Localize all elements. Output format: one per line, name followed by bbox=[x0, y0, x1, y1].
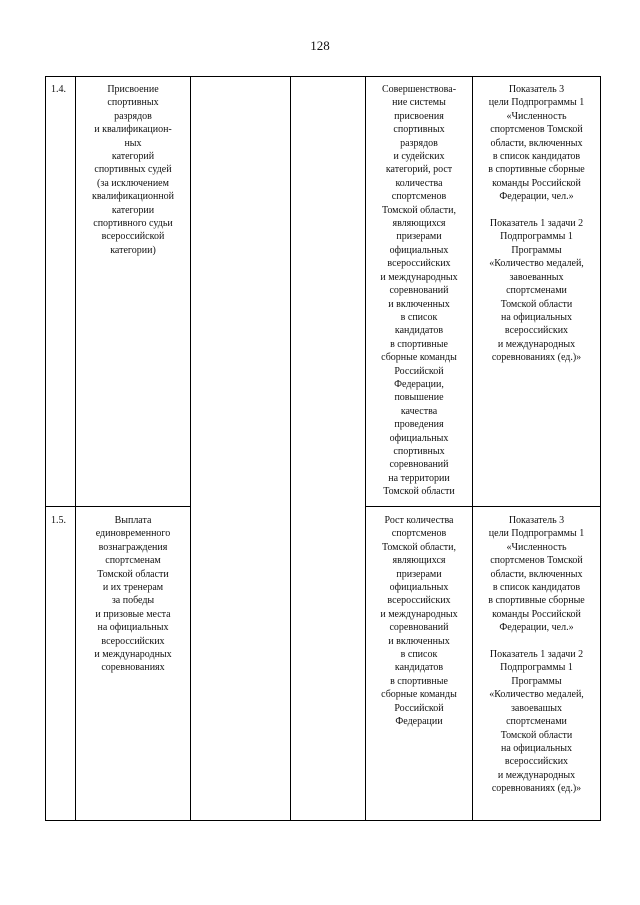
table-right-border bbox=[600, 76, 601, 821]
text-line: всероссийских bbox=[387, 258, 451, 270]
text-line: единовременного bbox=[95, 528, 171, 540]
text-line: сборные команды bbox=[381, 689, 457, 701]
text-line: Выплата bbox=[114, 515, 152, 526]
result-cell-1-4 bbox=[366, 83, 472, 499]
text-line: «Численность bbox=[506, 110, 567, 122]
text-line: на официальных bbox=[501, 742, 572, 754]
text-line: Российской bbox=[394, 365, 444, 377]
text-line: области, включенных bbox=[490, 568, 583, 580]
text-line: в спортивные сборные bbox=[488, 164, 585, 176]
text-line: всероссийских bbox=[387, 595, 451, 607]
text-line: в спортивные bbox=[390, 338, 448, 350]
table-bottom-border bbox=[45, 820, 601, 821]
text-line: повышение bbox=[394, 392, 444, 404]
text-line: ние системы bbox=[392, 97, 446, 109]
text-line: Рост количества bbox=[384, 515, 454, 526]
text-line: и международных bbox=[497, 338, 576, 350]
text-line: Показатель 1 задачи 2 bbox=[489, 218, 584, 230]
text-line: соревнований bbox=[389, 459, 449, 471]
text-line: Томской области bbox=[500, 729, 573, 741]
text-line: квалификационной bbox=[91, 191, 175, 203]
text-line: кандидатов bbox=[394, 325, 444, 337]
result-cell-1-5 bbox=[366, 514, 472, 729]
text-line: спортивных судей bbox=[94, 164, 172, 176]
text-line: области, включенных bbox=[490, 137, 583, 149]
text-line: спортсменам bbox=[105, 555, 161, 567]
text-line: цели Подпрограммы 1 bbox=[488, 97, 585, 109]
text-line: в список кандидатов bbox=[492, 151, 581, 163]
text-line: официальных bbox=[389, 582, 449, 594]
table-left-border bbox=[45, 76, 46, 821]
text-line: в список кандидатов bbox=[492, 582, 581, 594]
text-line: всероссийских bbox=[101, 635, 165, 647]
text-line: цели Подпрограммы 1 bbox=[488, 528, 585, 540]
text-line: в список bbox=[400, 649, 438, 661]
text-line: и международных bbox=[94, 649, 172, 661]
text-line: призерами bbox=[396, 568, 442, 580]
text-line: на официальных bbox=[97, 622, 169, 634]
text-line: спортсменами bbox=[506, 716, 567, 728]
text-line: Программы bbox=[511, 675, 562, 687]
text-line: Показатель 3 bbox=[508, 84, 565, 95]
text-line: на официальных bbox=[501, 311, 572, 323]
activities-table bbox=[45, 76, 601, 820]
text-line: Федерации bbox=[395, 716, 443, 728]
text-line: спортсменов bbox=[391, 528, 447, 540]
text-line: спортивных bbox=[393, 124, 445, 136]
text-line: качества bbox=[400, 405, 438, 417]
text-line: категории) bbox=[110, 244, 156, 256]
event-cell-1-4 bbox=[76, 83, 190, 257]
text-line: категорий bbox=[111, 151, 155, 163]
row-number-1-4: 1.4. bbox=[51, 84, 66, 95]
blank-line bbox=[473, 635, 600, 648]
text-line: спортсменами bbox=[506, 285, 567, 297]
text-line: всероссийской bbox=[101, 231, 165, 243]
text-line: Томской области, bbox=[381, 541, 457, 553]
indicator-cell-1-4 bbox=[473, 83, 600, 365]
text-line: Подпрограммы 1 bbox=[500, 662, 573, 674]
text-line: категории bbox=[111, 204, 155, 216]
table-top-border bbox=[45, 76, 601, 77]
indicator-cell-1-5 bbox=[473, 514, 600, 796]
text-line: спортсменов Томской bbox=[490, 555, 583, 567]
row-divider-left bbox=[45, 506, 190, 507]
text-line: официальных bbox=[389, 244, 449, 256]
text-line: и квалификацион- bbox=[94, 124, 172, 136]
text-line: и включенных bbox=[388, 635, 450, 647]
text-line: ных bbox=[124, 137, 142, 149]
text-line: проведения bbox=[394, 419, 444, 431]
text-line: соревнований bbox=[389, 285, 449, 297]
text-line: Показатель 1 задачи 2 bbox=[489, 649, 584, 661]
text-line: кандидатов bbox=[394, 662, 444, 674]
text-line: сборные команды bbox=[381, 352, 457, 364]
text-line: являющихся bbox=[392, 555, 446, 567]
text-line: Федерации, bbox=[394, 378, 444, 390]
col-divider-2 bbox=[190, 76, 191, 821]
text-line: за победы bbox=[111, 595, 155, 607]
text-line: вознаграждения bbox=[98, 541, 168, 553]
text-line: всероссийских bbox=[504, 325, 569, 337]
text-line: разрядов bbox=[400, 137, 438, 149]
text-line: соревнованиях bbox=[101, 662, 165, 674]
text-line: «Количество медалей, bbox=[489, 258, 584, 270]
text-line: Российской bbox=[394, 702, 444, 714]
text-line: и включенных bbox=[388, 298, 450, 310]
text-line: Присвоение bbox=[107, 84, 159, 95]
text-line: Совершенствова- bbox=[381, 84, 457, 95]
text-line: соревнований bbox=[389, 622, 449, 634]
text-line: Томской области bbox=[500, 298, 573, 310]
text-line: спортивного судьи bbox=[93, 218, 173, 230]
text-line: в спортивные bbox=[390, 675, 448, 687]
text-line: «Количество медалей, bbox=[489, 689, 584, 701]
text-line: команды Российской bbox=[492, 177, 581, 189]
row-divider-right bbox=[365, 506, 601, 507]
col-divider-3 bbox=[290, 76, 291, 821]
text-line: разрядов bbox=[114, 110, 152, 122]
text-line: официальных bbox=[389, 432, 449, 444]
text-line: всероссийских bbox=[504, 756, 569, 768]
text-line: (за исключением bbox=[97, 177, 169, 189]
text-line: команды Российской bbox=[492, 608, 581, 620]
page-number: 128 bbox=[310, 38, 330, 53]
text-line: Подпрограммы 1 bbox=[500, 231, 573, 243]
text-line: соревнованиях (ед.)» bbox=[491, 352, 582, 364]
text-line: и призовые места bbox=[95, 608, 171, 620]
text-line: в список bbox=[400, 311, 438, 323]
text-line: Показатель 3 bbox=[508, 515, 565, 526]
text-line: соревнованиях (ед.)» bbox=[491, 783, 582, 795]
text-line: завоеванных bbox=[509, 271, 564, 283]
text-line: категорий, рост bbox=[385, 164, 453, 176]
event-cell-1-5 bbox=[76, 514, 190, 675]
text-line: Федерации, чел.» bbox=[499, 191, 574, 203]
text-line: присвоения bbox=[394, 110, 444, 122]
text-line: Томской области, bbox=[381, 204, 457, 216]
text-line: и судейских bbox=[393, 151, 445, 163]
text-line: спортсменов bbox=[391, 191, 447, 203]
text-line: и международных bbox=[497, 769, 576, 781]
text-line: Программы bbox=[511, 244, 562, 256]
text-line: и их тренерам bbox=[102, 582, 164, 594]
text-line: являющихся bbox=[392, 218, 446, 230]
text-line: Томской области bbox=[97, 568, 169, 580]
blank-line bbox=[473, 204, 600, 217]
text-line: спортсменов Томской bbox=[490, 124, 583, 136]
text-line: спортивных bbox=[107, 97, 159, 109]
text-line: и международных bbox=[380, 271, 458, 283]
text-line: призерами bbox=[396, 231, 442, 243]
text-line: количества bbox=[395, 177, 443, 189]
text-line: на территории bbox=[388, 472, 450, 484]
text-line: в спортивные сборные bbox=[488, 595, 585, 607]
text-line: и международных bbox=[380, 608, 458, 620]
text-line: «Численность bbox=[506, 541, 567, 553]
text-line: Федерации, чел.» bbox=[499, 622, 574, 634]
text-line: завоевашых bbox=[510, 702, 563, 714]
row-number-1-5: 1.5. bbox=[51, 515, 66, 526]
text-line: спортивных bbox=[393, 445, 445, 457]
text-line: Томской области bbox=[383, 486, 455, 498]
